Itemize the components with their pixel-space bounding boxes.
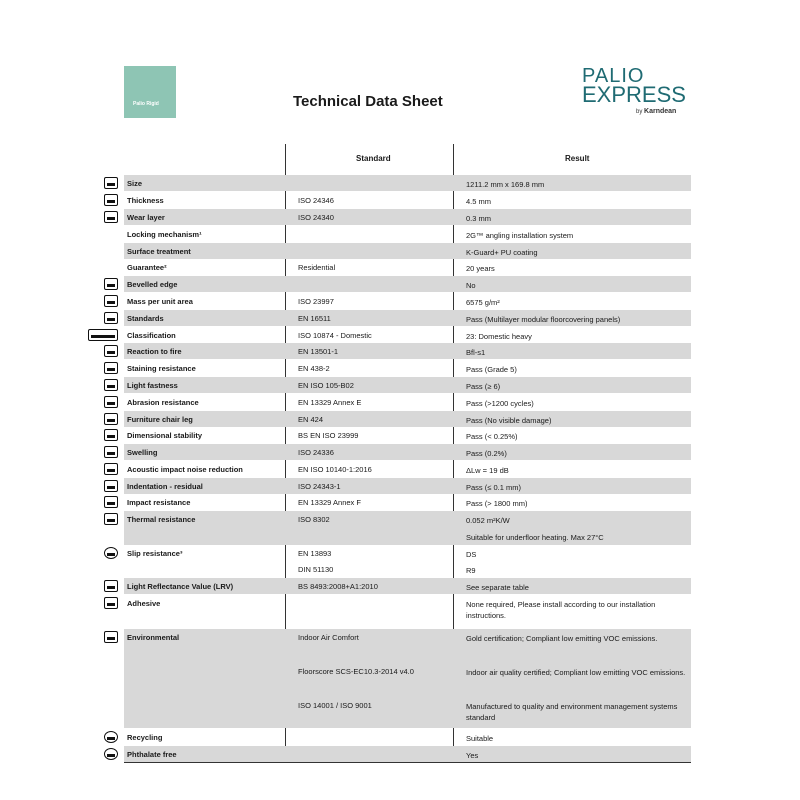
impact-icon: [104, 496, 118, 508]
row-result: 0.3 mm: [466, 214, 492, 223]
phthalate-free-icon: [104, 748, 118, 760]
row-result: 0.052 m²K/W: [466, 516, 510, 525]
brand-box-text: Palio Rigid: [133, 101, 159, 107]
row-result: 1211.2 mm x 169.8 mm: [466, 180, 545, 189]
row-result: Pass (≥ 6): [466, 382, 501, 391]
logo-byline: [636, 108, 676, 116]
abrasion-icon: [104, 396, 118, 408]
table-row: [124, 746, 691, 762]
row-label: Guarantee²: [127, 263, 167, 272]
table-row: [124, 243, 691, 259]
row-result: See separate table: [466, 583, 529, 592]
row-label: Size: [127, 179, 143, 188]
environmental-icon: [104, 631, 118, 643]
row-standard: EN ISO 10140-1:2016: [298, 465, 372, 474]
logo-by: by: [636, 109, 643, 115]
table-row: [124, 394, 691, 410]
slip-icon: [104, 547, 118, 559]
row-result: 6575 g/m²: [466, 298, 500, 307]
row-label: Standards: [127, 314, 164, 323]
row-label: Wear layer: [127, 213, 165, 222]
table-row: [124, 729, 691, 745]
brand-logo-box: [124, 66, 176, 118]
table-row: [124, 175, 691, 191]
staining-icon: [104, 362, 118, 374]
table-row: [124, 511, 691, 545]
row-standard: EN 13501-1: [298, 347, 339, 356]
row-standard: EN 13329 Annex F: [298, 498, 361, 507]
swelling-icon: [104, 446, 118, 458]
table-row: [124, 629, 691, 728]
row-label: Surface treatment: [127, 247, 191, 256]
table-row: [124, 360, 691, 376]
wear-layer-icon: [104, 211, 118, 223]
row-label: Thermal resistance: [127, 515, 196, 524]
table-row: [124, 259, 691, 275]
table-row: [124, 293, 691, 309]
table-row: [124, 209, 691, 225]
bevelled-edge-icon: [104, 278, 118, 290]
fire-icon: [104, 345, 118, 357]
row-standard: EN 13329 Annex E: [298, 398, 362, 407]
row-result: 23: Domestic heavy: [466, 332, 532, 341]
row-label: Locking mechanism¹: [127, 230, 202, 239]
row-label: Classification: [127, 331, 176, 340]
table-row: [124, 444, 691, 460]
row-label: Acoustic impact noise reduction: [127, 465, 243, 474]
row-label: Light fastness: [127, 381, 178, 390]
row-standard: EN 16511: [298, 314, 331, 323]
table-row: [124, 310, 691, 326]
table-row: [124, 478, 691, 494]
row-result: Suitable: [466, 734, 494, 743]
row-label: Thickness: [127, 196, 164, 205]
row-result: 20 years: [466, 264, 495, 273]
table-row: [124, 276, 691, 292]
row-result: Pass (Grade 5): [466, 365, 517, 374]
row-result: Pass (< 0.25%): [466, 432, 518, 441]
row-standard: EN 438-2: [298, 364, 330, 373]
row-standard: ISO 23997: [298, 297, 334, 306]
acoustic-icon: [104, 463, 118, 475]
row-result: Gold certification; Compliant low emitting VOC emissions.: [466, 634, 658, 643]
thermal-icon: [104, 513, 118, 525]
table-row: [124, 327, 691, 343]
row-result: K-Guard+ PU coating: [466, 248, 538, 257]
table-row: [124, 343, 691, 359]
row-result: DS: [466, 550, 477, 559]
chair-leg-icon: [104, 413, 118, 425]
logo-line1: PALIO: [582, 65, 645, 87]
row-result: Pass (0.2%): [466, 449, 507, 458]
column-header-result: Result: [565, 154, 590, 163]
logo-maker: Karndean: [644, 108, 677, 115]
row-label: Environmental: [127, 633, 180, 642]
row-label: Light Reflectance Value (LRV): [127, 582, 234, 591]
table-row: [124, 226, 691, 242]
row-standard: ISO 14001 / ISO 9001: [298, 701, 372, 710]
row-standard: DIN 51130: [298, 565, 334, 574]
page-title: Technical Data Sheet: [293, 93, 443, 110]
table-row: [124, 192, 691, 208]
row-label: Phthalate free: [127, 750, 177, 759]
row-label: Reaction to fire: [127, 347, 182, 356]
row-standard: Residential: [298, 263, 336, 272]
row-result: Pass (Multilayer modular floorcovering panels): [466, 315, 621, 324]
row-result: Manufactured to quality and environment management systems standard: [466, 702, 678, 722]
row-label: Abrasion resistance: [127, 398, 199, 407]
row-standard: ISO 8302: [298, 515, 330, 524]
light-fastness-icon: [104, 379, 118, 391]
row-standard: ISO 10874 - Domestic: [298, 331, 372, 340]
row-label: Staining resistance: [127, 364, 196, 373]
row-standard: Floorscore SCS-EC10.3-2014 v4.0: [298, 667, 414, 676]
row-result: 4.5 mm: [466, 197, 492, 206]
logo-line2: EXPRESS: [582, 82, 686, 107]
row-standard: ISO 24336: [298, 448, 334, 457]
row-standard: BS EN ISO 23999: [298, 431, 359, 440]
table-row: [124, 461, 691, 477]
row-label: Indentation - residual: [127, 482, 203, 491]
row-result: ΔLw = 19 dB: [466, 466, 509, 475]
row-standard: EN ISO 105-B02: [298, 381, 354, 390]
row-result: Pass (>1200 cycles): [466, 399, 534, 408]
size-icon: [104, 177, 118, 189]
classification-house-icon: [88, 329, 118, 341]
row-result: Pass (> 1800 mm): [466, 499, 528, 508]
lrv-icon: [104, 580, 118, 592]
row-standard: ISO 24343-1: [298, 482, 341, 491]
table-row: [124, 578, 691, 594]
row-label: Mass per unit area: [127, 297, 193, 306]
row-standard: BS 8493:2008+A1:2010: [298, 582, 378, 591]
row-label: Recycling: [127, 733, 163, 742]
row-result: R9: [466, 566, 476, 575]
row-label: Furniture chair leg: [127, 415, 193, 424]
row-standard: ISO 24340: [298, 213, 334, 222]
table-row: [124, 427, 691, 443]
palio-express-logo: [582, 66, 686, 120]
table-row: [124, 595, 691, 628]
row-result: Indoor air quality certified; Compliant low emitting VOC emissions.: [466, 668, 686, 677]
table-row: [124, 494, 691, 510]
row-standard: EN 13893: [298, 549, 332, 558]
row-result: 2G™ angling installation system: [466, 231, 574, 240]
mass-icon: [104, 295, 118, 307]
row-result: No: [466, 281, 476, 290]
standards-icon: [104, 312, 118, 324]
table-row: [124, 545, 691, 577]
row-label: Adhesive: [127, 599, 161, 608]
row-label: Slip resistance³: [127, 549, 183, 558]
row-label: Swelling: [127, 448, 158, 457]
adhesive-icon: [104, 597, 118, 609]
row-label: Impact resistance: [127, 498, 191, 507]
row-result: Bfl-s1: [466, 348, 486, 357]
thickness-icon: [104, 194, 118, 206]
indentation-icon: [104, 480, 118, 492]
table-row: [124, 377, 691, 393]
table-row: [124, 411, 691, 427]
table-bottom-line: [124, 762, 691, 763]
row-label: Dimensional stability: [127, 431, 203, 440]
row-label: Bevelled edge: [127, 280, 178, 289]
recycling-icon: [104, 731, 118, 743]
row-result: Pass (No visible damage): [466, 416, 552, 425]
row-standard: EN 424: [298, 415, 324, 424]
column-header-standard: Standard: [356, 154, 391, 163]
row-standard: ISO 24346: [298, 196, 334, 205]
row-result: Pass (≤ 0.1 mm): [466, 483, 521, 492]
dimensional-stability-icon: [104, 429, 118, 441]
row-result: Yes: [466, 751, 479, 760]
row-result: None required, Please install according to our installation instructions.: [466, 600, 656, 620]
row-standard: Indoor Air Comfort: [298, 633, 359, 642]
row-result: Suitable for underfloor heating. Max 27°C: [466, 533, 604, 542]
